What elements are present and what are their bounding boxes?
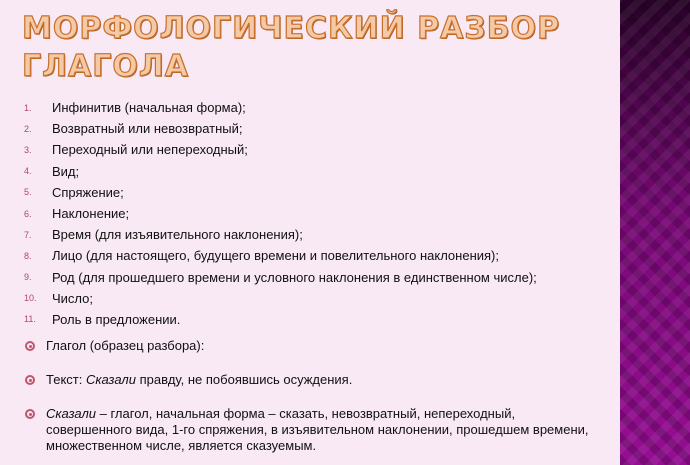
item-number: 4. (24, 166, 32, 177)
sample-heading-text: Глагол (образец разбора): (46, 338, 205, 353)
decorative-sidebar (620, 0, 690, 465)
item-text: Инфинитив (начальная форма); (52, 100, 246, 116)
list-item (24, 245, 614, 266)
item-number: 2. (24, 123, 32, 134)
item-number: 5. (24, 187, 32, 198)
list-item (24, 309, 614, 330)
list-item (24, 182, 614, 203)
list-item (24, 288, 614, 309)
item-text: Число; (52, 290, 93, 306)
text-label: Текст: (46, 372, 86, 387)
list-item (24, 139, 614, 160)
example-bullets (24, 338, 594, 454)
bullet-icon (25, 341, 35, 351)
item-text: Род (для прошедшего времени и условного наклонения в единственном числе); (52, 269, 537, 285)
list-item (24, 161, 614, 182)
item-number: 11. (24, 314, 36, 325)
item-number: 3. (24, 144, 32, 155)
item-text: Переходный или непереходный; (52, 142, 248, 158)
item-text: Лицо (для настоящего, будущего времени и повелительного наклонения); (52, 248, 499, 264)
slide-title: МОРФОЛОГИЧЕСКИЙ РАЗБОР ГЛАГОЛА (22, 11, 561, 84)
list-item (24, 118, 614, 139)
item-number: 1. (24, 102, 32, 113)
bullet-sample-text (24, 372, 594, 388)
item-text: Спряжение; (52, 184, 124, 200)
list-item (24, 267, 614, 288)
bullet-icon (25, 409, 35, 419)
analysis-text: – глагол, начальная форма – сказать, невозвратный, непереходный, совершенного вида, 1-го спряжения, в изъявительном наклонении, прошедшем времени, множественном числе, является сказуемым. (46, 406, 589, 453)
item-text: Наклонение; (52, 206, 130, 222)
item-text: Возвратный или невозвратный; (52, 121, 243, 137)
list-item (24, 97, 614, 118)
bullet-analysis (24, 406, 594, 454)
bullet-icon (25, 375, 35, 385)
item-number: 8. (24, 250, 32, 261)
item-text: Роль в предложении. (52, 311, 181, 327)
item-text: Вид; (52, 163, 80, 179)
item-number: 6. (24, 208, 32, 219)
item-number: 7. (24, 229, 32, 240)
text-italic-word: Сказали (85, 372, 136, 387)
analysis-italic-word: Сказали (46, 406, 97, 421)
item-number: 10. (24, 293, 37, 304)
bullet-sample-heading (24, 338, 594, 354)
item-text: Время (для изъявительного наклонения); (52, 227, 303, 243)
list-item (24, 203, 614, 224)
item-number: 9. (24, 272, 32, 283)
list-item (24, 224, 614, 245)
text-rest: правду, не побоявшись осуждения. (135, 372, 353, 387)
analysis-steps-list (24, 97, 614, 330)
